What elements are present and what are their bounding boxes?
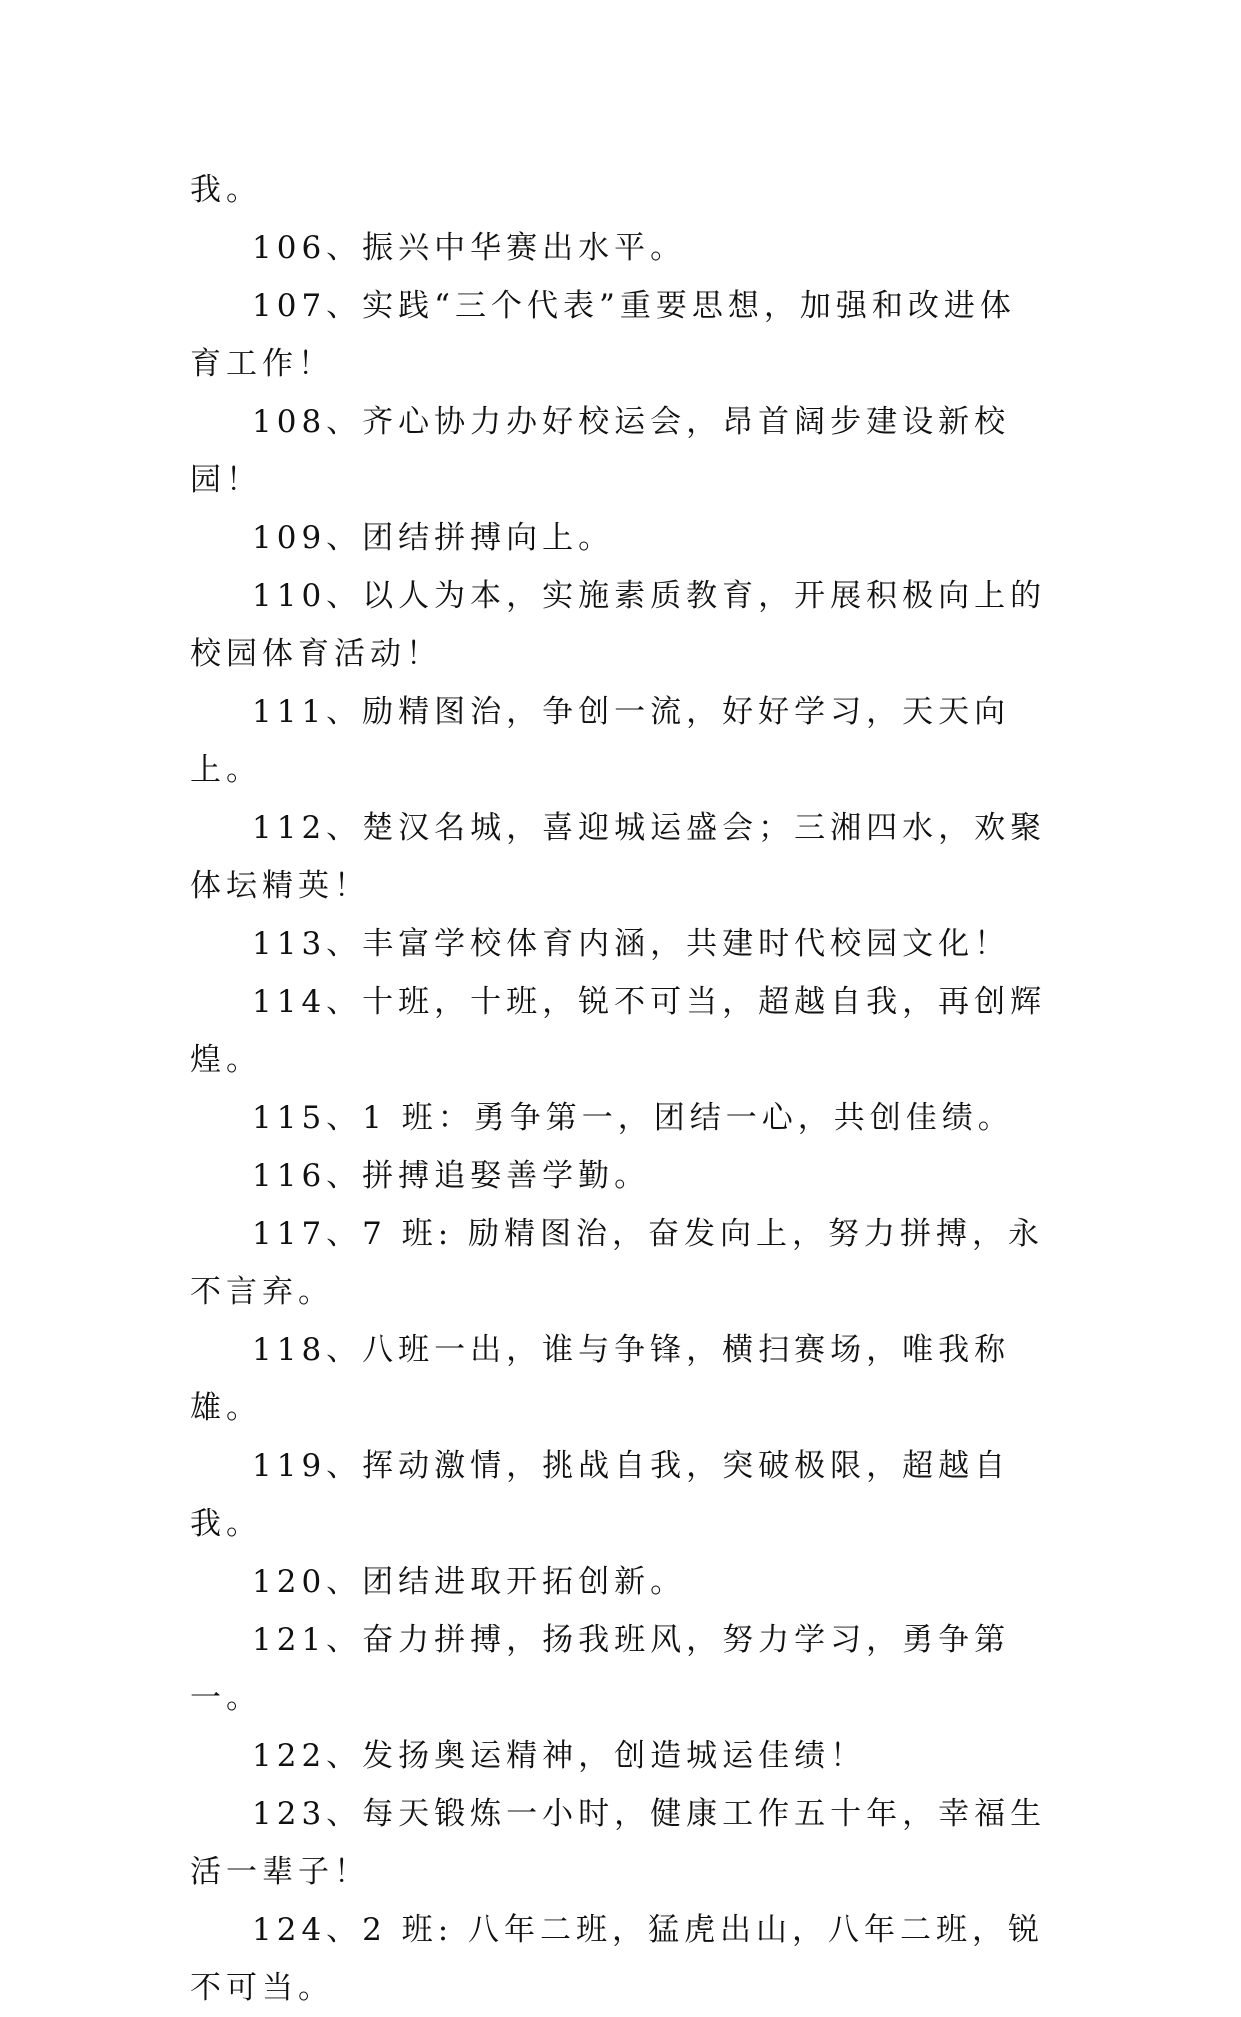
paragraph: 121、奋力拼搏，扬我班风，努力学习，勇争第一。 [190, 1622, 1011, 1716]
paragraph: 120、团结进取开拓创新。 [252, 1564, 687, 1600]
paragraph: 123、每天锻炼一小时，健康工作五十年，幸福生活一辈子！ [190, 1796, 1047, 1890]
paragraph: 117、7 班: 励精图治，奋发向上，努力拼搏，永不言弃。 [190, 1216, 1045, 1310]
paragraph: 119、挥动激情，挑战自我，突破极限，超越自我。 [190, 1448, 1011, 1542]
paragraph: 106、振兴中华赛出水平。 [252, 230, 687, 266]
paragraph: 111、励精图治，争创一流，好好学习，天天向上。 [190, 694, 1011, 788]
paragraph: 116、拼搏追娶善学勤。 [252, 1158, 651, 1194]
paragraph: 115、1 班：勇争第一，团结一心，共创佳绩。 [252, 1100, 1014, 1136]
paragraph: 122、发扬奥运精神，创造城运佳绩！ [252, 1738, 867, 1774]
paragraph: 113、丰富学校体育内涵，共建时代校园文化！ [252, 926, 1011, 962]
document-body [190, 161, 1050, 2017]
paragraph: 108、齐心协力办好校运会，昂首阔步建设新校园！ [190, 404, 1011, 498]
paragraph: 110、以人为本，实施素质教育，开展积极向上的校园体育活动！ [190, 578, 1047, 672]
paragraph: 112、楚汉名城，喜迎城运盛会；三湘四水，欢聚体坛精英！ [190, 810, 1047, 904]
paragraph: 114、十班，十班，锐不可当，超越自我，再创辉煌。 [190, 984, 1047, 1078]
paragraph: 124、2 班: 八年二班，猛虎出山，八年二班，锐不可当。 [190, 1912, 1045, 2006]
paragraph: 我。 [190, 172, 262, 208]
paragraph: 107、实践“三个代表”重要思想，加强和改进体育工作！ [190, 288, 1016, 382]
paragraph: 118、八班一出，谁与争锋，横扫赛场，唯我称雄。 [190, 1332, 1011, 1426]
paragraph: 109、团结拼搏向上。 [252, 520, 615, 556]
